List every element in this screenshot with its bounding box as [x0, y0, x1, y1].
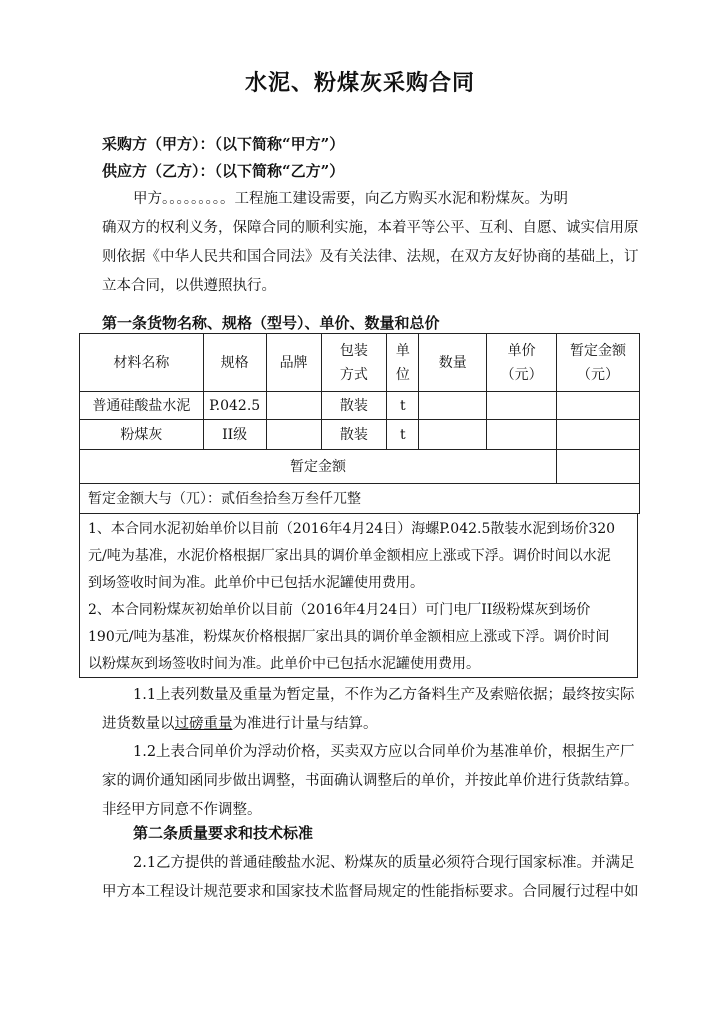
clause-1-2 — [102, 738, 638, 825]
cell-unit: t — [387, 392, 419, 420]
cell-material: 粉煤灰 — [80, 420, 204, 450]
header-spec: 规格 — [203, 334, 266, 392]
cell-price — [487, 420, 557, 450]
header-price — [487, 334, 557, 392]
clause-line: 家的调价通知函同步做出调整，书面确认调整后的单价，并按此单价进行货款结算。 — [102, 773, 639, 789]
cell-unit: t — [387, 420, 419, 450]
table-row — [80, 420, 640, 450]
header-price-line1: 单价 — [507, 342, 536, 359]
cell-quantity — [419, 420, 487, 450]
note-line: 190元/吨为基准，粉煤灰价格根据厂家出具的调价单金额相应上涨或下浮。调价时间 — [88, 629, 610, 645]
total-row — [80, 450, 640, 484]
document-title: 水泥、粉煤灰采购合同 — [244, 70, 475, 96]
total-label: 暂定金额 — [80, 450, 557, 484]
header-amount-line2: （元） — [577, 366, 620, 383]
cell-brand — [266, 392, 321, 420]
cell-brand — [266, 420, 321, 450]
header-material: 材料名称 — [80, 334, 204, 392]
note-line: 2、本合同粉煤灰初始单价以目前（2016年4月24日）可门电厂II级粉煤灰到场价 — [88, 602, 591, 618]
clause-line: 甲方本工程设计规范要求和国家技术监督局规定的性能指标要求。合同履行过程中如 — [102, 884, 639, 900]
note-line: 以粉煤灰到场签收时间为准。此单价中已包括水泥罐使用费用。 — [88, 656, 480, 672]
seller-line: 供应方（乙方）：（以下简称“乙方”） — [102, 162, 345, 180]
cell-quantity — [419, 392, 487, 420]
underlined-term: 过磅重量 — [174, 716, 233, 732]
header-unit-line1: 单 — [395, 342, 410, 359]
clause-line: 非经甲方同意不作调整。 — [102, 802, 262, 818]
clause-line — [102, 710, 638, 739]
header-pack — [321, 334, 387, 392]
header-unit-line2: 位 — [395, 366, 410, 383]
cell-price — [487, 392, 557, 420]
header-unit — [387, 334, 419, 392]
cell-pack: 散装 — [321, 420, 387, 450]
intro-line: 立本合同，以供遵照执行。 — [102, 278, 276, 294]
article1-heading: 第一条货物名称、规格（型号）、单价、数量和总价 — [102, 314, 440, 332]
intro-line: 则依据《中华人民共和国合同法》及有关法律、法规，在双方友好协商的基础上，订 — [102, 249, 639, 265]
table-row — [80, 392, 640, 420]
buyer-line: 采购方（甲方）：（以下简称“甲方”） — [102, 135, 345, 153]
header-pack-line2: 方式 — [339, 366, 368, 383]
clause-line: 1.1上表列数量及重量为暂定量，不作为乙方备料生产及索赔依据；最终按实际 — [133, 687, 635, 703]
header-amount-line1: 暂定金额 — [570, 342, 627, 359]
clause-line: 2.1乙方提供的普通硅酸盐水泥、粉煤灰的质量必须符合现行国家标准。并满足 — [133, 855, 635, 871]
total-upper: 暂定金额大与（兀）：贰佰叁拾叁万叁仟兀整 — [80, 484, 640, 514]
notes-box — [79, 514, 638, 678]
intro-line: 确双方的权利义务，保障合同的顺利实施，本着平等公平、互利、自愿、诚实信用原 — [102, 220, 639, 236]
clause-2-1 — [102, 849, 638, 907]
article2-heading: 第二条质量要求和技术标准 — [133, 824, 314, 842]
header-price-line2: （元） — [500, 366, 543, 383]
goods-table — [79, 333, 640, 514]
header-amount — [557, 334, 640, 392]
cell-spec: II级 — [203, 420, 266, 450]
table-header-row — [80, 334, 640, 392]
cell-pack: 散装 — [321, 392, 387, 420]
clause-1-1 — [102, 681, 638, 739]
note-line: 到场签收时间为准。此单价中已包括水泥罐使用费用。 — [88, 575, 424, 591]
cell-amount — [557, 392, 640, 420]
intro-paragraph — [102, 185, 638, 301]
intro-line: 甲方。。。。。。。。。工程施工建设需要，向乙方购买水泥和粉煤灰。为明 — [133, 191, 568, 207]
note-line: 元/吨为基准，水泥价格根据厂家出具的调价单金额相应上涨或下浮。调价时间以水泥 — [88, 548, 611, 564]
cell-spec: P.042.5 — [203, 392, 266, 420]
note-line: 1、本合同水泥初始单价以目前（2016年4月24日）海螺P.042.5散装水泥到场价320 — [88, 521, 616, 537]
total-amount-cell — [557, 450, 640, 484]
header-brand: 品牌 — [266, 334, 321, 392]
clause-line: 1.2上表合同单价为浮动价格，买卖双方应以合同单价为基准单价，根据生产厂 — [133, 744, 635, 760]
header-quantity: 数量 — [419, 334, 487, 392]
cell-material: 普通硅酸盐水泥 — [80, 392, 204, 420]
total-upper-row — [80, 484, 640, 514]
clause-line-prefix: 进货数量以 — [102, 716, 175, 732]
header-pack-line1: 包装 — [339, 342, 368, 359]
cell-amount — [557, 420, 640, 450]
clause-line-suffix: 为准进行计量与结算。 — [232, 716, 378, 732]
